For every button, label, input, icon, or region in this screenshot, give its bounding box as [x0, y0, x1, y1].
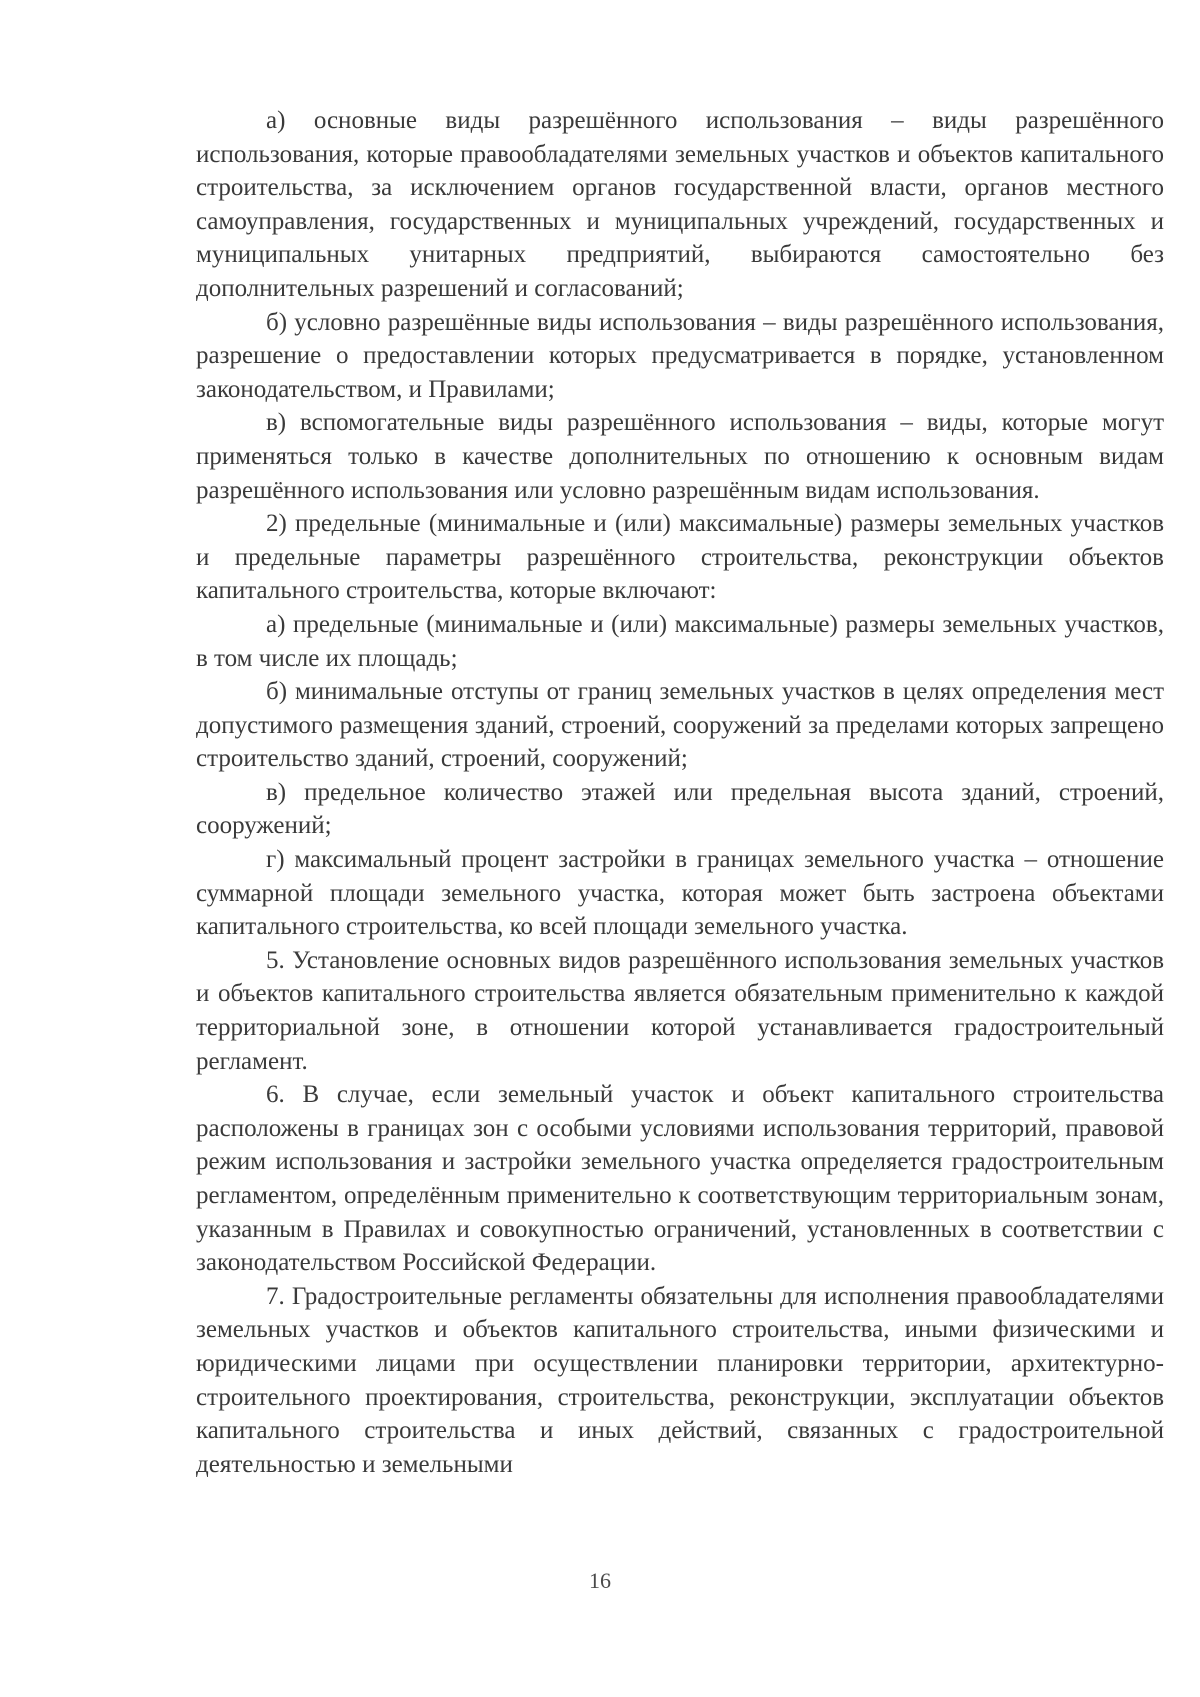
paragraph-main-uses: а) основные виды разрешённого использования – виды разрешённого использования, которые правообладателями земельных участков и объектов капитального строительства, за исключением органов государственной власти, органов местного самоуправления, государственных и муниципальных учреждений, государственных и муниципальных унитарных предприятий, выбираются самостоятельно без дополнительных разрешений и согласований; [196, 107, 1164, 302]
paragraph-min-setbacks: б) минимальные отступы от границ земельных участков в целях определения мест допустимого размещения зданий, строений, сооружений за пределами которых запрещено строительство зданий, строений, сооружений; [196, 678, 1164, 773]
paragraph-plot-sizes: а) предельные (минимальные и (или) максимальные) размеры земельных участков, в том числе их площадь; [196, 610, 1164, 672]
paragraph-section-7: 7. Градостроительные регламенты обязательны для исполнения правообладателями земельных участков и объектов капитального строительства, иными физическими и юридическими лицами при осуществлении планировки территории, архитектурно-строительного проектирования, строительства, реконструкции, эксплуатации объектов капитального строительства и иных действий, связанных с градостроительной деятельностью и земельными [196, 1282, 1164, 1478]
paragraph-max-floors: в) предельное количество этажей или предельная высота зданий, строений, сооружений; [196, 778, 1164, 840]
paragraph-conditional-uses: б) условно разрешённые виды использования – виды разрешённого использования, разрешение о предоставлении которых предусматривается в порядке, установленном законодательством, и Правилами; [196, 308, 1164, 403]
paragraph-section-6: 6. В случае, если земельный участок и объект капитального строительства расположены в границах зон с особыми условиями использования территорий, правовой режим использования и застройки земельного участка определяется градостроительным регламентом, определённым применительно к соответствующим территориальным зонам, указанным в Правилах и совокупностью ограничений, установленных в соответствии с законодательством Российской Федерации. [196, 1081, 1164, 1277]
paragraph-limit-sizes: 2) предельные (минимальные и (или) максимальные) размеры земельных участков и предельные параметры разрешённого строительства, реконструкции объектов капитального строительства, которые включают: [196, 510, 1164, 605]
page-number: 16 [589, 1568, 611, 1593]
paragraph-section-5: 5. Установление основных видов разрешённого использования земельных участков и объектов капитального строительства является обязательным применительно к каждой территориальной зоне, в отношении которой устанавливается градостроительный регламент. [196, 946, 1164, 1075]
paragraph-auxiliary-uses: в) вспомогательные виды разрешённого использования – виды, которые могут применяться только в качестве дополнительных по отношению к основным видам разрешённого использования или условно разрешённым видам использования. [196, 409, 1164, 504]
paragraph-max-coverage: г) максимальный процент застройки в границах земельного участка – отношение суммарной площади земельного участка, которая может быть застроена объектами капитального строительства, ко всей площади земельного участка. [196, 846, 1164, 941]
body-text [196, 104, 1164, 1481]
